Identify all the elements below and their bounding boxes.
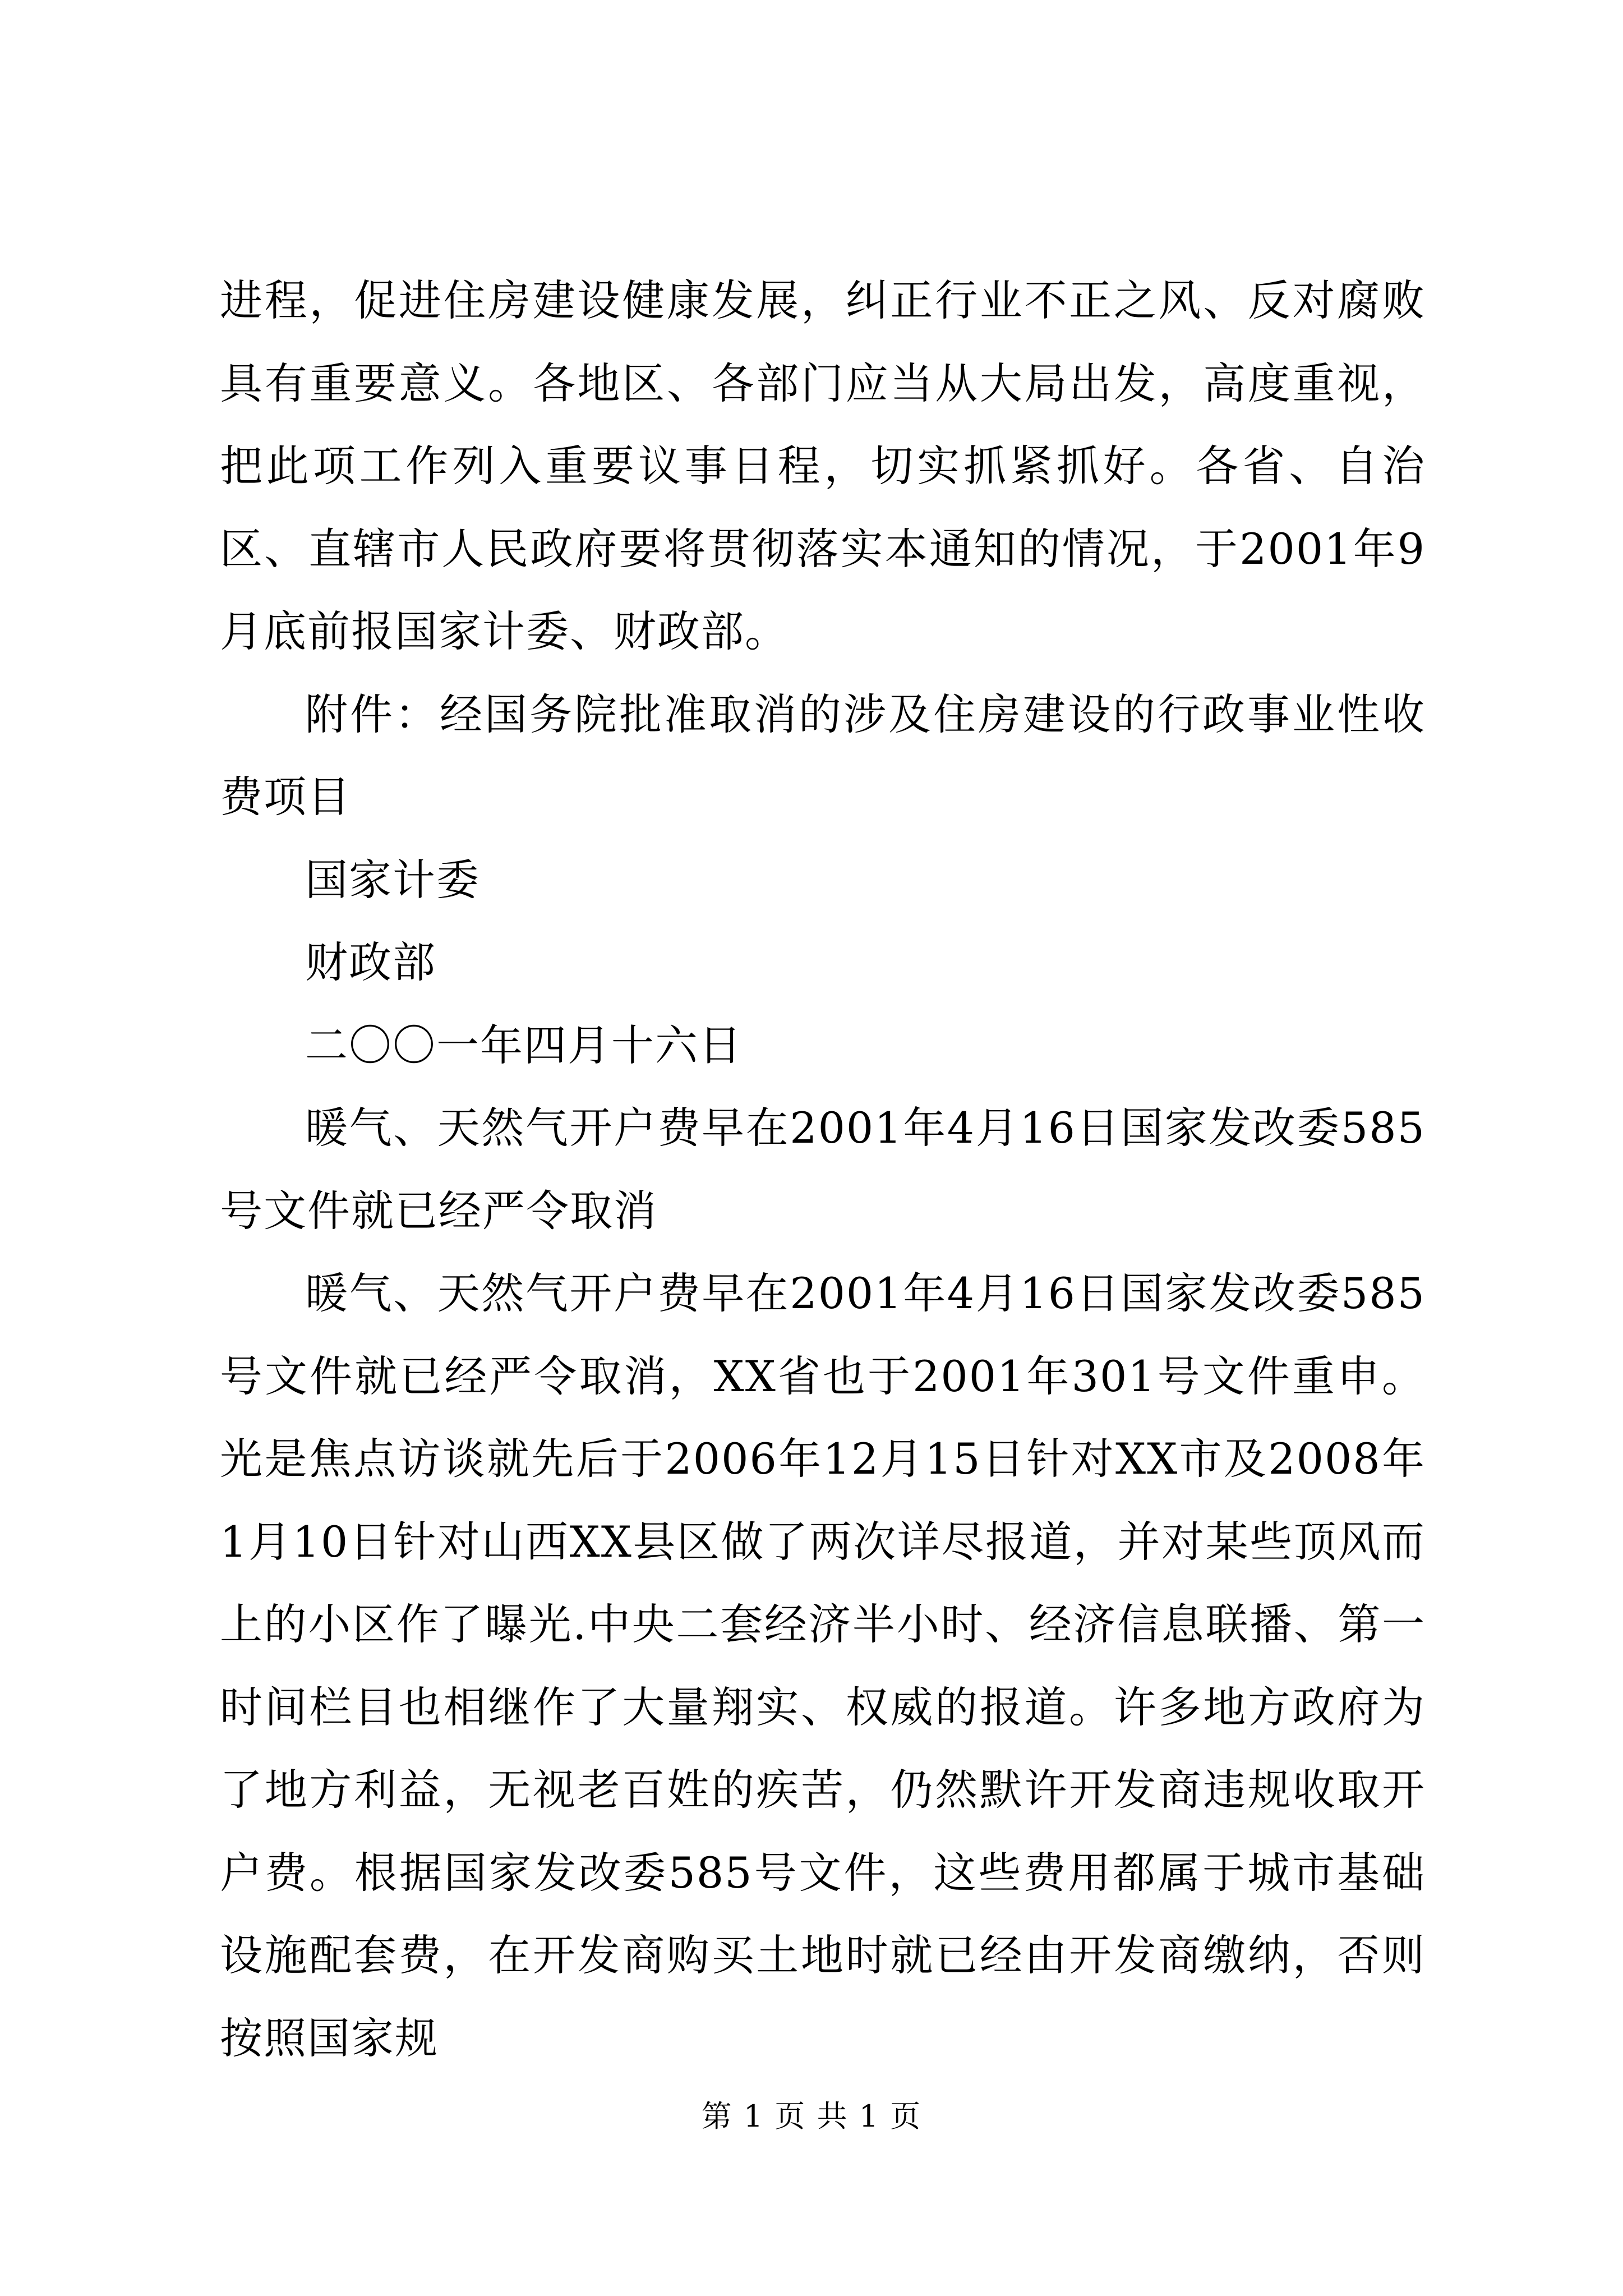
document-date: 二〇〇一年四月十六日 — [305, 1020, 743, 1070]
article-body: 暖气、天然气开户费早在2001年4月16日国家发改委585号文件就已经严令取消，XX省也于2001年301号文件重申。光是焦点访谈就先后于2006年12月15日针对XX市及2008年1月10日针对山西XX县区做了两次详尽报道，并对某些顶风而上的小区作了曝光.中央二套经济半小时、经济信息联播、第一时间栏目也相继作了大量翔实、权威的报道。许多地方政府为了地方利益，无视老百姓的疾苦，仍然默许开发商违规收取开户费。根据国家发改委585号文件，这些费用都属于城市基础设施配套费，在开发商购买土地时就已经由开发商缴纳，否则按照国家规 — [220, 1268, 1426, 2063]
page-number-footer: 第 1 页 共 1 页 — [701, 2099, 922, 2134]
signature-commission: 国家计委 — [305, 854, 480, 905]
paragraph-attachment: 附件：经国务院批准取消的涉及住房建设的行政事业性收费项目 — [220, 689, 1426, 822]
paragraph-continuation: 进程，促进住房建设健康发展，纠正行业不正之风、反对腐败具有重要意义。各地区、各部门应当从大局出发，高度重视，把此项工作列入重要议事日程，切实抓紧抓好。各省、自治区、直辖市人民政府要将贯彻落实本通知的情况，于2001年9月底前报国家计委、财政部。 — [220, 275, 1426, 656]
signature-ministry: 财政部 — [305, 937, 436, 987]
article-heading: 暖气、天然气开户费早在2001年4月16日国家发改委585号文件就已经严令取消 — [220, 1103, 1426, 1236]
document-body — [220, 259, 1426, 2079]
